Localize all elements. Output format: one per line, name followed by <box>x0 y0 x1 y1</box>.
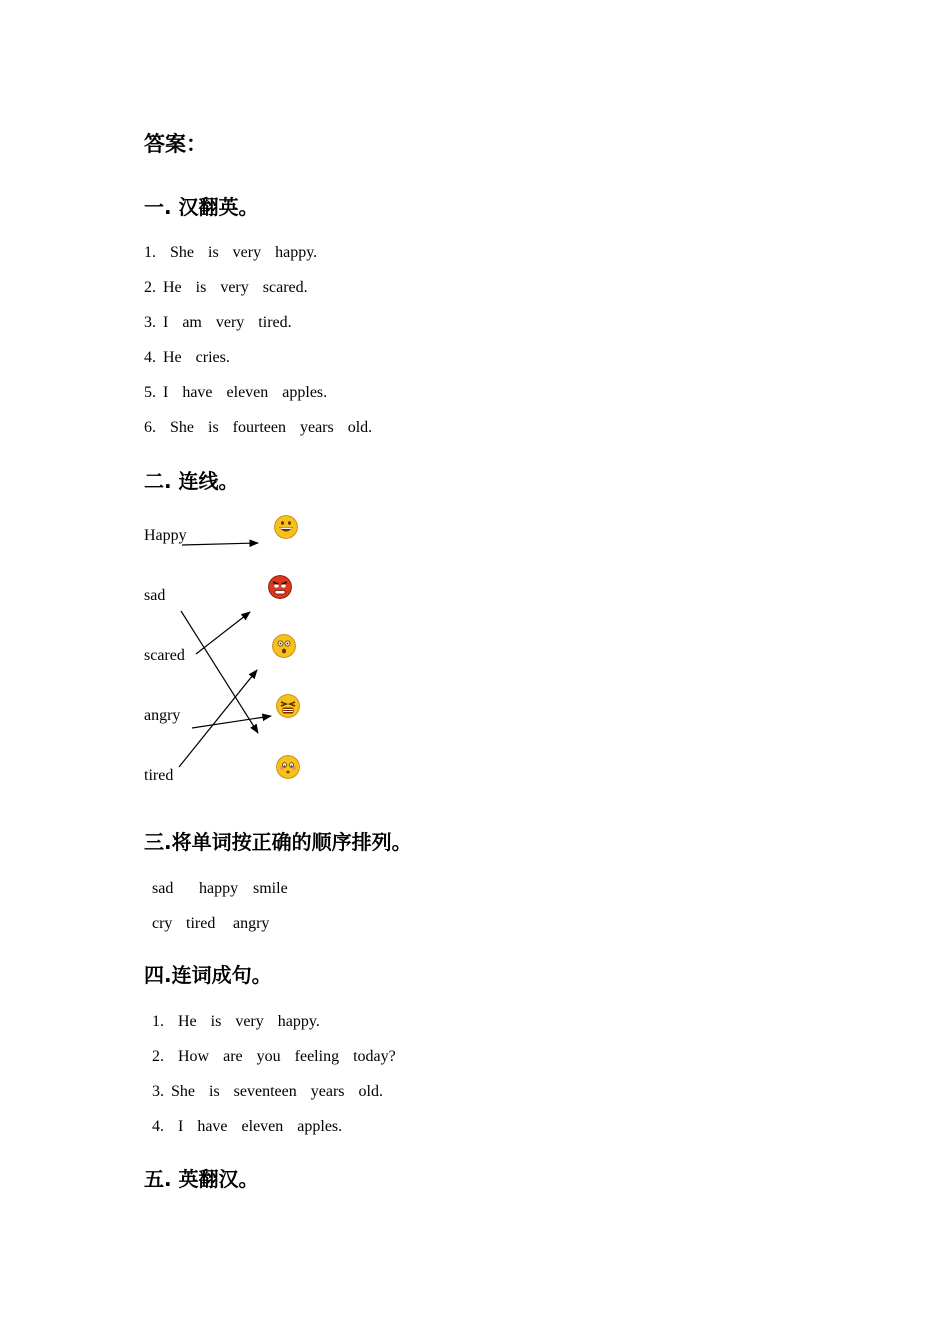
section-1-item-4: 4. He cries. <box>144 349 230 366</box>
order-word-tired: tired <box>186 915 216 932</box>
order-word-cry: cry <box>152 915 173 932</box>
match-word-tired: tired <box>144 767 174 784</box>
match-word-sad: sad <box>144 587 166 604</box>
arrow-scared <box>196 612 250 654</box>
section-5-heading: 五. 英翻汉。 <box>144 1167 259 1191</box>
section-4-item-2: 2. How are you feeling today? <box>152 1048 396 1065</box>
arrow-sad <box>181 611 258 733</box>
section-4-item-4: 4. I have eleven apples. <box>152 1118 343 1135</box>
section-1-item-6: 6. She is fourteen years old. <box>144 419 373 436</box>
order-word-sad: sad <box>152 880 174 897</box>
order-word-happy: happy <box>199 880 239 897</box>
section-4-item-3: 3. She is seventeen years old. <box>152 1083 383 1100</box>
section-2-heading: 二. 连线。 <box>144 469 239 493</box>
arrow-tired <box>179 670 257 767</box>
arrow-angry <box>192 716 271 728</box>
section-1-item-5: 5. I have eleven apples. <box>144 384 328 401</box>
match-word-scared: scared <box>144 647 185 664</box>
section-1-heading: 一. 汉翻英。 <box>144 195 259 219</box>
match-word-angry: angry <box>144 707 181 724</box>
section-1-item-1: 1. She is very happy. <box>144 244 318 261</box>
section-4-item-1: 1. He is very happy. <box>152 1013 320 1030</box>
section-4-heading: 四.连词成句。 <box>144 963 272 987</box>
order-word-smile: smile <box>253 880 288 897</box>
section-1-item-3: 3. I am very tired. <box>144 314 292 331</box>
section-1-item-2: 2. He is very scared. <box>144 279 308 296</box>
order-word-angry: angry <box>233 915 270 932</box>
page-title: 答案： <box>144 132 207 156</box>
match-word-happy: Happy <box>144 527 187 544</box>
section-3-heading: 三.将单词按正确的顺序排列。 <box>144 830 412 854</box>
arrow-happy <box>182 543 258 545</box>
